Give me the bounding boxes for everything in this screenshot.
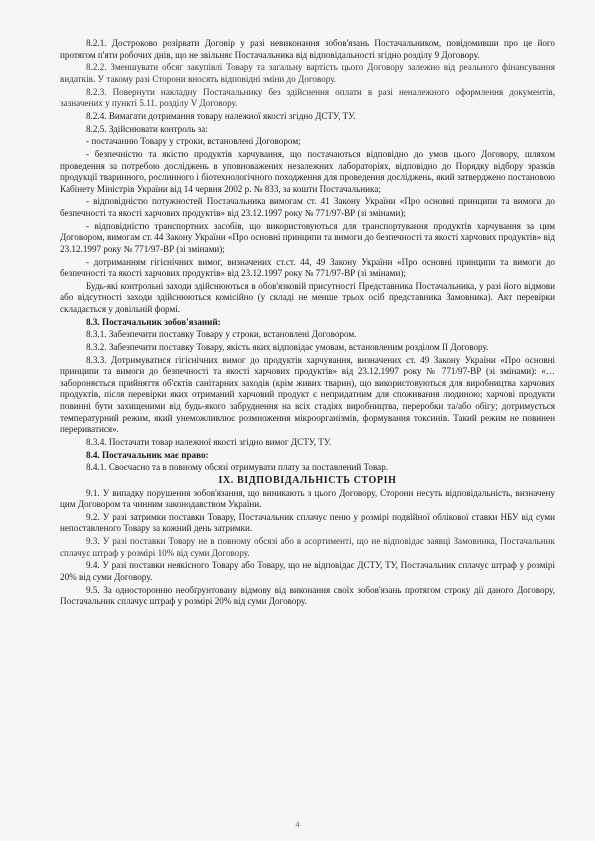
clause-8-3-4: 8.3.4. Постачати товар належної якості згідно вимог ДСТУ, ТУ. [86,436,332,447]
clause-8-2-3: 8.2.3. Повернути накладну Постачальнику без здійснення оплати в разі неналежного оформлення документів, зазначених у пункті 5.11. розділу V Договору. [60,86,555,109]
clause-9-2: 9.2. У разі затримки поставки Товару, Постачальник сплачує пеню у розмірі подвійної облікової ставки НБУ від суми непоставленого Товару за кожний день затримки. [60,511,555,534]
clause-9-3: 9.3. У разі поставки Товару не в повному обсязі або в асортименті, що не відповідає заявці Замовника, Постачальник сплачує штраф у розмірі 10% від суми Договору. [60,536,555,558]
clause-8-3-heading: 8.3. Постачальник зобов'язаний: [86,316,221,327]
control-item-transport: - відповідністю транспортних засобів, що використовуються для транспортування продуктів харчування за цим Договором, вимогам ст. 44 Закону України «Про основні принципи та вимоги до безпечності та якості харчових продуктів» від 23.12.1997 року № 771/97-ВР (зі змінами); [60,220,555,254]
clause-8-3-1: 8.3.1. Забезпечити поставку Товару у строки, встановлені Договором. [86,329,357,340]
clause-8-2-1: 8.2.1. Достроково розірвати Договір у разі невиконання зобов'язань Постачальником, повідомивши про це його протягом п'яти робочих днів, що не звільняє Постачальника від відповідальності згідно розділу 9 Договору. [60,38,555,60]
page-number: 4 [295,820,300,829]
clause-9-4: 9.4. У разі поставки неякісного Товару або Товару, що не відповідає ДСТУ, ТУ, Постачальник сплачує штраф у розмірі 20% від суми Договору. [60,560,555,582]
clause-8-4-1: 8.4.1. Своєчасно та в повному обсязі отримувати плату за поставлений Товар. [86,462,389,473]
clause-9-1: 9.1. У випадку порушення зобов'язання, що виникають з цього Договору, Сторони несуть відповідальність, визначену цим Договором та чинним законодавством України. [60,487,555,510]
section-title: IX. ВІДПОВІДАЛЬНІСТЬ СТОРІН [218,475,397,487]
clause-8-3-2: 8.3.2. Забезпечити поставку Товару, якість яких відповідає умовам, встановленим розділом ІІ Договору. [86,342,489,353]
control-item-delivery: - постачанню Товару у строки, встановлені Договором; [86,136,301,147]
clause-8-3-3: 8.3.3. Дотримуватися гігієнічних вимог до продуктів харчування, визначених ст. 49 Закону України «Про основні принципи та вимоги до безпечності та якості харчових продуктів» від 23.12.1997 року № 771/97-ВР (зі змінами): «…забороняється прийняття об'єктів санітарних заходів (крім живих тварин), що використовуються для виробництва харчових продуктів, після перевірки яких отриманий харчовий продукт є непридатним для споживання людиною; харчові продукти повинні бути захищеними від будь-якого забруднення на всіх стадіях виробництва, переробки та/або обігу; дотримується температурний режим, який унеможливлює розмноження мікроорганізмів, формування токсинів. Такий режим не повинен перериватися». [60,354,555,435]
control-item-capacity: - відповідністю потужностей Постачальника вимогам ст. 41 Закону України «Про основні принципи та вимоги до безпечності та якості харчових продуктів» від 23.12.1997 року № 771/97-ВР (зі змінами); [60,196,555,218]
document-body [60,38,555,608]
control-item-safety: - безпечністю та якістю продуктів харчування, що постачаються відповідно до умов цього Договору, шляхом проведення за потребою досліджень в уповноважених незалежних лабораторіях, відповідно до Порядку відбору зразків продукції тваринного, рослинного і біотехнологічного походження для проведення досліджень, який затверджено постановою Кабінету Міністрів України від 14 червня 2002 р. № 833, за кошти Постачальника; [60,149,555,194]
control-item-hygiene: - дотриманням гігієнічних вимог, визначених ст.ст. 44, 49 Закону України «Про основні принципи та вимоги до безпечності та якості харчових продуктів» від 23.12.1997 року № 771/97-ВР (зі змінами); [60,256,555,279]
clause-8-4-heading: 8.4. Постачальник має право: [86,449,209,460]
control-measures-note: Будь-які контрольні заходи здійснюються в обов'язковій присутності Представника Постачальника, у разі його відмови або відсутності заходи здійснюються комісійно (у складі не менше трьох осіб представника Замовника). Акт перевірки складається у довільній формі. [60,280,555,314]
clause-9-5: 9.5. За односторонню необґрунтовану відмову від виконання своїх зобов'язань протягом строку дії даного Договору, Постачальник сплачує штраф у розмірі 20% від суми Договору. [60,584,555,607]
clause-8-2-4: 8.2.4. Вимагати дотримання товару належної якості згідно ДСТУ, ТУ. [86,110,356,121]
clause-8-2-5: 8.2.5. Здійснювати контроль за: [86,123,208,134]
clause-8-2-2: 8.2.2. Зменшувати обсяг закупівлі Товару та загальну вартість цього Договору залежно від реального фінансування видатків. У такому разі Сторони вносять відповідні зміни до Договору. [60,62,555,84]
